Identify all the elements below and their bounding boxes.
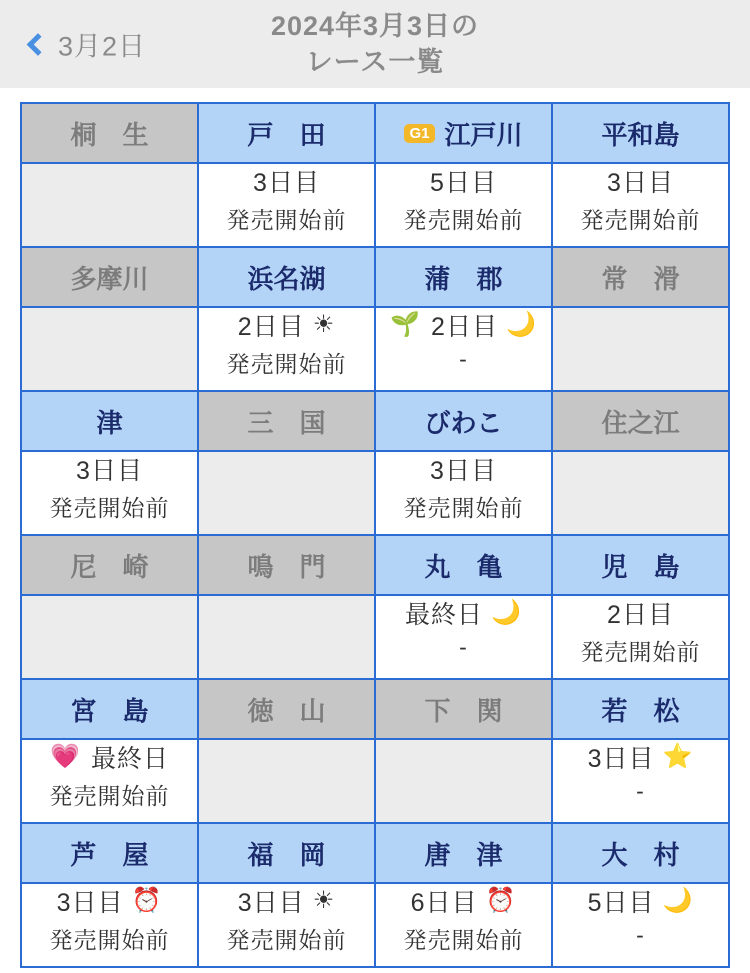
venue-detail-cell	[198, 595, 375, 679]
venue-day-label: 最終日	[405, 601, 484, 629]
venue-name-label: 戸 田	[247, 119, 326, 150]
venue-day-line	[199, 884, 374, 918]
venue-day-line	[199, 308, 374, 342]
back-button[interactable]	[30, 25, 146, 64]
venue-name-cell	[552, 391, 729, 451]
venue-name-label: 徳 山	[247, 695, 326, 726]
venue-status-label: -	[459, 346, 468, 372]
venue-detail-cell[interactable]	[552, 883, 729, 967]
venue-body-row	[21, 739, 729, 823]
venue-status-label: 発売開始前	[49, 927, 170, 953]
venue-day-line	[376, 452, 551, 486]
venue-right-icon: 🌙	[505, 311, 537, 338]
venue-status-label: -	[636, 778, 645, 804]
venue-detail-cell	[198, 739, 375, 823]
chevron-left-icon	[27, 33, 50, 56]
venue-name-cell[interactable]	[552, 679, 729, 739]
venue-detail-cell[interactable]	[552, 595, 729, 679]
venue-grid-container	[0, 88, 750, 968]
venue-name-label: 福 岡	[247, 839, 326, 870]
venue-day-line	[553, 884, 728, 918]
venue-name-row	[21, 535, 729, 595]
venue-name-cell[interactable]	[375, 247, 552, 307]
venue-name-cell	[198, 391, 375, 451]
page-header	[0, 0, 750, 88]
venue-detail-cell[interactable]	[375, 883, 552, 967]
venue-name-cell[interactable]	[198, 103, 375, 163]
venue-name-cell[interactable]	[552, 103, 729, 163]
venue-day-label: 6日目	[410, 889, 478, 917]
venue-name-label: 宮 島	[70, 695, 149, 726]
venue-status-label: 発売開始前	[226, 927, 347, 953]
venue-day-line	[376, 884, 551, 918]
venue-detail-cell[interactable]	[198, 307, 375, 391]
venue-right-icon: ☀	[312, 311, 336, 338]
venue-name-label: 唐 津	[424, 839, 503, 870]
venue-detail-cell	[552, 451, 729, 535]
venue-day-label: 3日目	[237, 889, 305, 917]
venue-body-row	[21, 883, 729, 967]
venue-name-label: 児 島	[601, 551, 680, 582]
venue-name-cell[interactable]	[552, 823, 729, 883]
venue-status-label: 発売開始前	[226, 207, 347, 233]
venue-detail-cell	[21, 163, 198, 247]
venue-detail-cell[interactable]	[198, 883, 375, 967]
venue-day-line	[22, 740, 197, 774]
venue-day-label: 3日目	[56, 889, 124, 917]
venue-day-label: 3日目	[76, 457, 143, 485]
page-title-line1: 2024年3月3日の	[270, 10, 480, 41]
venue-status-label: 発売開始前	[580, 639, 701, 665]
venue-name-cell[interactable]	[198, 823, 375, 883]
venue-day-line	[376, 164, 551, 198]
venue-day-line	[376, 596, 551, 630]
venue-name-cell	[375, 679, 552, 739]
venue-name-label: 芦 屋	[70, 839, 149, 870]
venue-detail-cell[interactable]	[375, 451, 552, 535]
venue-right-icon: ⏰	[485, 887, 517, 914]
venue-detail-cell[interactable]	[375, 307, 552, 391]
venue-name-cell[interactable]	[21, 679, 198, 739]
venue-day-line	[553, 596, 728, 630]
venue-name-cell[interactable]	[21, 391, 198, 451]
venue-status-label: 発売開始前	[403, 207, 524, 233]
venue-day-label: 5日目	[430, 169, 497, 197]
venue-day-line	[22, 452, 197, 486]
venue-name-row	[21, 391, 729, 451]
venue-detail-cell[interactable]	[198, 163, 375, 247]
venue-name-label: びわこ	[424, 407, 503, 438]
venue-name-label: 桐 生	[70, 119, 149, 150]
venue-detail-cell	[21, 307, 198, 391]
venue-left-icon: 🌱	[390, 311, 422, 338]
venue-status-label: 発売開始前	[403, 495, 524, 521]
venue-right-icon: ⏰	[131, 887, 163, 914]
venue-name-label: 三 国	[247, 407, 326, 438]
venue-detail-cell	[375, 739, 552, 823]
venue-grid	[20, 102, 730, 968]
venue-day-label: 5日目	[587, 889, 655, 917]
venue-detail-cell	[21, 595, 198, 679]
venue-name-label: 平和島	[601, 119, 680, 150]
venue-right-icon: 🌙	[662, 887, 694, 914]
venue-name-cell[interactable]	[198, 247, 375, 307]
venue-name-cell[interactable]	[375, 103, 552, 163]
venue-name-label: 住之江	[601, 407, 680, 438]
venue-day-label: 2日目	[237, 313, 305, 341]
venue-name-label: 尼 崎	[70, 551, 149, 582]
venue-day-label: 最終日	[90, 745, 169, 773]
venue-detail-cell	[552, 307, 729, 391]
venue-day-label: 3日目	[587, 745, 655, 773]
venue-detail-cell[interactable]	[21, 883, 198, 967]
venue-name-label: 江戸川	[444, 119, 523, 150]
venue-status-label: 発売開始前	[226, 351, 347, 377]
venue-day-label: 3日目	[430, 457, 497, 485]
venue-body-row	[21, 307, 729, 391]
venue-name-cell	[198, 679, 375, 739]
venue-day-label: 3日目	[607, 169, 674, 197]
venue-status-label: -	[636, 922, 645, 948]
venue-detail-cell	[198, 451, 375, 535]
venue-day-line	[22, 884, 197, 918]
venue-status-label: 発売開始前	[49, 495, 170, 521]
venue-name-row	[21, 679, 729, 739]
venue-status-label: -	[459, 634, 468, 660]
venue-left-icon: 💗	[50, 743, 81, 770]
venue-day-label: 2日目	[607, 601, 674, 629]
venue-name-row	[21, 103, 729, 163]
venue-detail-cell[interactable]	[21, 739, 198, 823]
venue-detail-cell[interactable]	[375, 163, 552, 247]
venue-right-icon: ☀	[312, 887, 336, 914]
venue-right-icon: 🌙	[491, 599, 522, 626]
venue-name-label: 常 滑	[601, 263, 680, 294]
venue-day-label: 3日目	[253, 169, 320, 197]
venue-body-row	[21, 595, 729, 679]
venue-day-label: 2日目	[431, 313, 498, 341]
venue-name-cell	[21, 103, 198, 163]
venue-name-cell	[552, 247, 729, 307]
venue-day-line	[376, 308, 551, 342]
venue-name-cell[interactable]	[375, 391, 552, 451]
venue-day-line	[553, 164, 728, 198]
venue-name-cell[interactable]	[552, 535, 729, 595]
venue-day-line	[553, 740, 728, 774]
venue-body-row	[21, 163, 729, 247]
venue-name-cell	[21, 247, 198, 307]
venue-body-row	[21, 451, 729, 535]
venue-name-cell	[21, 535, 198, 595]
venue-name-label: 丸 亀	[424, 551, 503, 582]
venue-status-label: 発売開始前	[403, 927, 524, 953]
venue-day-line	[199, 164, 374, 198]
page-title-line2: レース一覧	[305, 47, 445, 77]
venue-name-label: 大 村	[601, 839, 680, 870]
venue-detail-cell[interactable]	[375, 595, 552, 679]
venue-right-icon: ⭐	[662, 743, 694, 770]
venue-status-label: 発売開始前	[49, 783, 170, 809]
venue-name-row	[21, 823, 729, 883]
venue-detail-cell[interactable]	[552, 739, 729, 823]
venue-status-label: 発売開始前	[580, 207, 701, 233]
venue-name-cell	[198, 535, 375, 595]
venue-name-label: 下 関	[424, 695, 503, 726]
venue-name-row	[21, 247, 729, 307]
venue-name-label: 若 松	[601, 695, 680, 726]
venue-name-label: 浜名湖	[247, 263, 326, 294]
venue-name-label: 津	[96, 407, 123, 438]
venue-name-label: 蒲 郡	[424, 263, 503, 294]
venue-name-label: 多摩川	[70, 263, 149, 294]
back-button-label: 3月2日	[58, 31, 147, 62]
venue-name-cell[interactable]	[375, 823, 552, 883]
venue-name-cell[interactable]	[375, 535, 552, 595]
venue-name-label: 鳴 門	[247, 551, 326, 582]
grade-badge: G1	[404, 124, 434, 143]
venue-detail-cell[interactable]	[552, 163, 729, 247]
venue-detail-cell[interactable]	[21, 451, 198, 535]
venue-name-cell[interactable]	[21, 823, 198, 883]
